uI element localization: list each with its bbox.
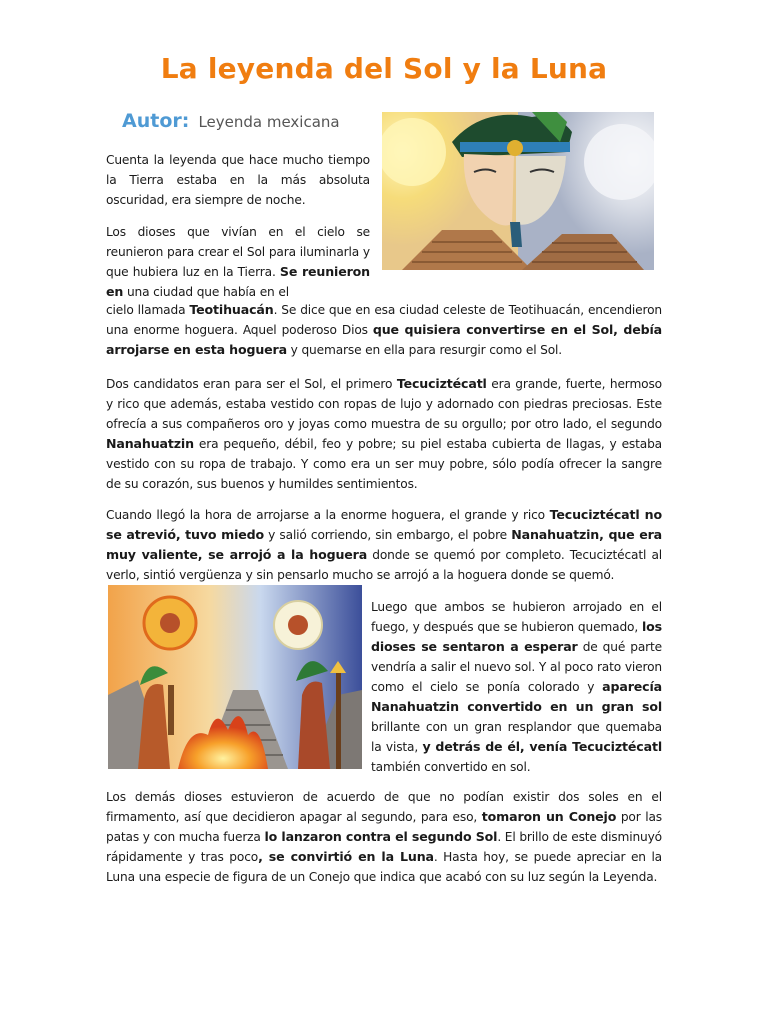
paragraph-2-full xyxy=(106,300,662,360)
author-label: Autor: xyxy=(122,110,190,132)
p6-bold-f: , se convirtió en la Luna xyxy=(258,849,434,864)
paragraph-1 xyxy=(106,150,370,210)
author-value: Leyenda mexicana xyxy=(198,113,340,131)
p6-bold-b: tomaron un Conejo xyxy=(481,809,617,824)
p2-text-c: una ciudad que había en el xyxy=(123,285,289,299)
paragraph-5 xyxy=(371,597,662,777)
p4-text-e: donde se quemó por completo. Tecuciztécatl al verlo, sintió vergüenza y sin pensarlo mucho se arrojó a la hoguera donde se quemó. xyxy=(106,548,662,582)
author-line xyxy=(122,110,340,132)
p6-text-c: por las patas y con mucha fuerza xyxy=(106,810,662,844)
paragraph-3 xyxy=(106,374,662,494)
p6-text-g: . Hasta hoy, se puede apreciar en la Luna una especie de figura de un Conejo que indica que acabó con su luz según la Leyenda. xyxy=(106,850,662,884)
illustration-sun-moon-faces xyxy=(382,112,654,270)
p4-bold-d: Nanahuatzin, que era muy valiente, se arrojó a la hoguera xyxy=(106,527,663,562)
p2-text-d: cielo llamada xyxy=(106,303,190,317)
illustration-gods-bonfire xyxy=(108,585,362,769)
p3-bold-d: Nanahuatzin xyxy=(106,436,194,451)
p5-text-a: Luego que ambos se hubieron arrojado en el fuego, y después que se hubieron quemado, xyxy=(371,600,662,634)
p1-text: Cuenta la leyenda que hace mucho tiempo la Tierra estaba en la más absoluta oscuridad, era siempre de noche. xyxy=(106,153,370,207)
p6-text-a: Los demás dioses estuvieron de acuerdo de que no podían existir dos soles en el firmamento, así que decidieron apagar al segundo, para eso, xyxy=(106,790,662,824)
p2-text-a: Los dioses que vivían en el cielo se reunieron para crear el Sol para iluminarla y que hubiera luz en la Tierra. xyxy=(106,225,370,279)
p5-text-e: brillante con un gran resplandor que quemaba la vista, xyxy=(371,720,662,754)
p5-bold-b: los dioses se sentaron a esperar xyxy=(371,619,662,654)
p2-bold-e: Teotihuacán xyxy=(189,302,274,317)
p3-text-c: era grande, fuerte, hermoso y rico que además, estaba vestido con ropas de lujo y adornado con piedras preciosas. Este ofrecía a sus compañeros oro y joyas como muestra de su orgullo; por otro lado, el segundo xyxy=(106,377,662,431)
paragraph-4 xyxy=(106,505,662,585)
paragraph-2-column xyxy=(106,222,370,302)
p3-bold-b: Tecuciztécatl xyxy=(396,376,487,391)
p5-bold-f: y detrás de él, venía Tecuciztécatl xyxy=(422,739,662,754)
p3-text-e: era pequeño, débil, feo y pobre; su piel estaba cubierta de llagas, y estaba vestido con su ropa de trabajo. Y como era un ser muy pobre, sólo podía ofrecer la sangre de su corazón, sus buenos y humildes sentimientos. xyxy=(106,437,662,491)
p5-bold-d: aparecía Nanahuatzin convertido en un gran sol xyxy=(371,679,662,714)
page-title: La leyenda del Sol y la Luna xyxy=(160,52,608,85)
p5-text-c: de qué parte vendría a salir el nuevo sol. Y al poco rato vieron como el cielo se ponía colorado y xyxy=(371,640,663,694)
p2-bold-g: que quisiera convertirse en el Sol, debía arrojarse en esta hoguera xyxy=(106,322,662,357)
p2-text-f: . Se dice que en esa ciudad celeste de Teotihuacán, encendieron una enorme hoguera. Aquel poderoso Dios xyxy=(106,303,662,337)
p4-text-c: y salió corriendo, sin embargo, el pobre xyxy=(264,528,512,542)
p5-text-g: también convertido en sol. xyxy=(371,760,531,774)
p6-bold-d: lo lanzaron contra el segundo Sol xyxy=(264,829,498,844)
paragraph-6 xyxy=(106,787,662,887)
p2-bold-a: Se reunieron en xyxy=(106,264,370,299)
p6-text-e: . El brillo de este disminuyó rápidamente y tras poco xyxy=(106,830,662,864)
p2-text-h: y quemarse en ella para resurgir como el Sol. xyxy=(286,343,563,357)
p3-text-a: Dos candidatos eran para ser el Sol, el primero xyxy=(106,377,397,391)
p4-text-a: Cuando llegó la hora de arrojarse a la enorme hoguera, el grande y rico xyxy=(106,508,550,522)
p4-bold-b: Tecuciztécatl no se atrevió, tuvo miedo xyxy=(106,507,662,542)
